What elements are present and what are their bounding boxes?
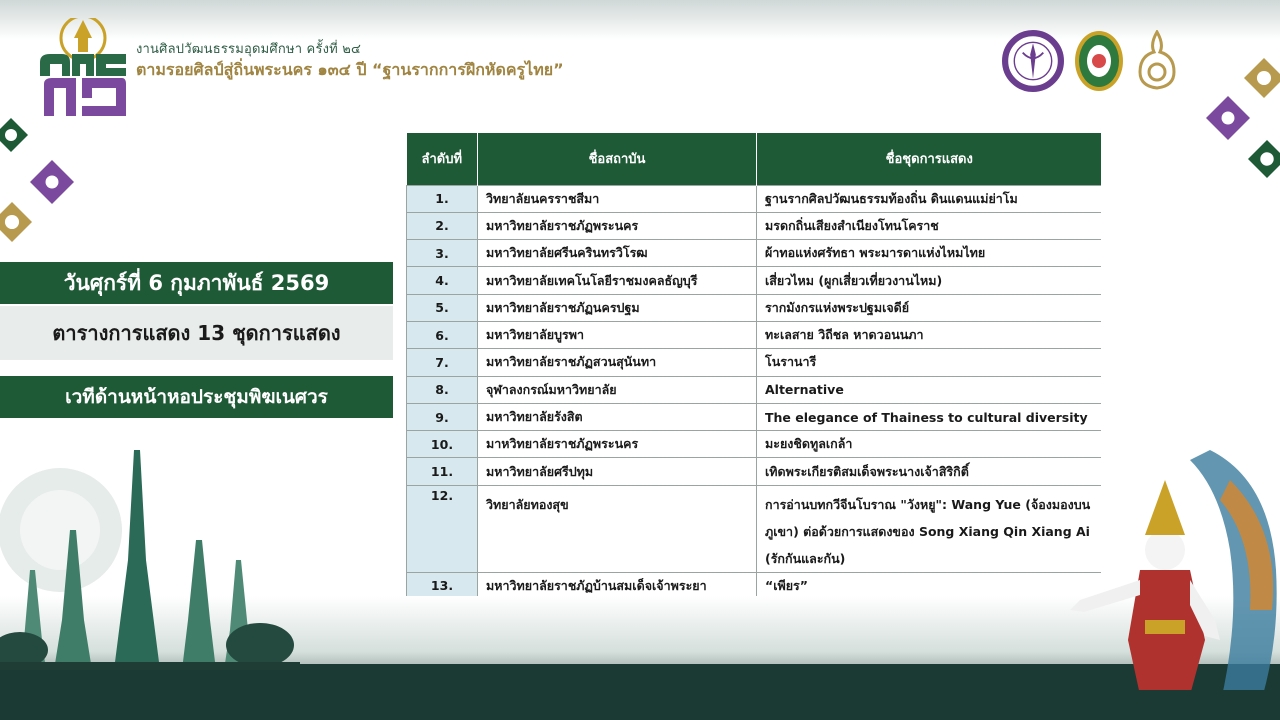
row-show: ฐานรากศิลปวัฒนธรรมท้องถิ่น ดินแดนแม่ย่าโม bbox=[757, 185, 1102, 212]
university-seal-icon bbox=[1002, 30, 1064, 92]
row-number: 12. bbox=[407, 485, 478, 572]
table-header-row bbox=[407, 133, 1102, 185]
row-number: 2. bbox=[407, 212, 478, 239]
row-show: Alternative bbox=[757, 376, 1102, 403]
table-row bbox=[407, 572, 1102, 596]
gold-emblem-icon bbox=[1130, 30, 1184, 90]
row-show: เสี่ยวไหม (ผูกเสี่ยวเที่ยวงานไหม) bbox=[757, 267, 1102, 294]
rajabhat-seal-icon bbox=[1074, 30, 1124, 92]
row-institution: มหาวิทยาลัยราชภัฏบ้านสมเด็จเจ้าพระยา bbox=[478, 572, 757, 596]
ornament-icon bbox=[1248, 140, 1280, 178]
table-row bbox=[407, 240, 1102, 267]
row-institution: วิทยาลัยทองสุข bbox=[478, 485, 757, 572]
row-number: 6. bbox=[407, 321, 478, 348]
table-row bbox=[407, 458, 1102, 485]
event-logo-icon bbox=[36, 18, 130, 122]
ornament-icon bbox=[30, 160, 74, 204]
row-show: เทิดพระเกียรติสมเด็จพระนางเจ้าสิริกิติ์ bbox=[757, 458, 1102, 485]
row-institution: มหาวิทยาลัยรังสิต bbox=[478, 403, 757, 430]
venue-banner: เวทีด้านหน้าหอประชุมพิฆเนศวร bbox=[0, 376, 393, 418]
row-number: 1. bbox=[407, 185, 478, 212]
row-number: 7. bbox=[407, 349, 478, 376]
row-show: มะยงชิดทูลเกล้า bbox=[757, 431, 1102, 458]
date-banner: วันศุกร์ที่ 6 กุมภาพันธ์ 2569 bbox=[0, 262, 393, 304]
row-institution: จุฬาลงกรณ์มหาวิทยาลัย bbox=[478, 376, 757, 403]
row-institution: มหาวิทยาลัยเทคโนโลยีราชมงคลธัญบุรี bbox=[478, 267, 757, 294]
table-row bbox=[407, 267, 1102, 294]
row-number: 11. bbox=[407, 458, 478, 485]
row-institution: มหาวิทยาลัยศรีปทุม bbox=[478, 458, 757, 485]
schedule-banner: ตารางการแสดง 13 ชุดการแสดง bbox=[0, 306, 393, 360]
row-institution: มหาวิทยาลัยราชภัฏนครปฐม bbox=[478, 294, 757, 321]
ornament-icon bbox=[1206, 96, 1250, 140]
table-row bbox=[407, 485, 1102, 572]
row-show: The elegance of Thainess to cultural diversity bbox=[757, 403, 1102, 430]
row-show: โนรานารี bbox=[757, 349, 1102, 376]
row-number: 9. bbox=[407, 403, 478, 430]
header-show: ชื่อชุดการแสดง bbox=[757, 133, 1102, 185]
header-institution: ชื่อสถาบัน bbox=[478, 133, 757, 185]
row-show: มรดกถิ่นเสียงสำเนียงโทนโคราช bbox=[757, 212, 1102, 239]
row-number: 8. bbox=[407, 376, 478, 403]
row-show: รากมังกรแห่งพระปฐมเจดีย์ bbox=[757, 294, 1102, 321]
table-row bbox=[407, 431, 1102, 458]
hanuman-figure bbox=[1040, 440, 1280, 705]
row-show: การอ่านบทกวีจีนโบราณ "วังหยู": Wang Yue (จ้องมองบนภูเขา) ต่อด้วยการแสดงของ Song Xiang Qin Xiang Ai (รักกันและกัน) bbox=[757, 485, 1102, 572]
header-subtitle: งานศิลปวัฒนธรรมอุดมศึกษา ครั้งที่ ๒๔ bbox=[136, 42, 362, 57]
row-institution: มหาวิทยาลัยศรีนครินทรวิโรฒ bbox=[478, 240, 757, 267]
row-institution: มหาวิทยาลัยบูรพา bbox=[478, 321, 757, 348]
performance-table bbox=[406, 133, 1101, 596]
ornament-icon bbox=[1244, 58, 1280, 98]
table-row bbox=[407, 185, 1102, 212]
header-order: ลำดับที่ bbox=[407, 133, 478, 185]
table-row bbox=[407, 349, 1102, 376]
table-row bbox=[407, 294, 1102, 321]
table-row bbox=[407, 376, 1102, 403]
table-row bbox=[407, 212, 1102, 239]
row-institution: วิทยาลัยนครราชสีมา bbox=[478, 185, 757, 212]
row-number: 5. bbox=[407, 294, 478, 321]
table-row bbox=[407, 321, 1102, 348]
row-show: ทะเลสาย วิถีชล หาดวอนนภา bbox=[757, 321, 1102, 348]
row-number: 13. bbox=[407, 572, 478, 596]
ornament-icon bbox=[0, 202, 32, 242]
row-institution: มหาวิทยาลัยราชภัฏสวนสุนันทา bbox=[478, 349, 757, 376]
row-show: “เพียร” bbox=[757, 572, 1102, 596]
row-number: 3. bbox=[407, 240, 478, 267]
row-number: 10. bbox=[407, 431, 478, 458]
ornament-icon bbox=[0, 118, 28, 152]
header-title: ตามรอยศิลป์สู่ถิ่นพระนคร ๑๓๔ ปี “ฐานรากการฝึกหัดครูไทย” bbox=[136, 60, 564, 79]
row-institution: มาหวิทยาลัยราชภัฏพระนคร bbox=[478, 431, 757, 458]
temple-illustration bbox=[0, 440, 300, 670]
row-institution: มหาวิทยาลัยราชภัฏพระนคร bbox=[478, 212, 757, 239]
row-show: ผ้าทอแห่งศรัทธา พระมารดาแห่งไหมไทย bbox=[757, 240, 1102, 267]
row-number: 4. bbox=[407, 267, 478, 294]
table-row bbox=[407, 403, 1102, 430]
